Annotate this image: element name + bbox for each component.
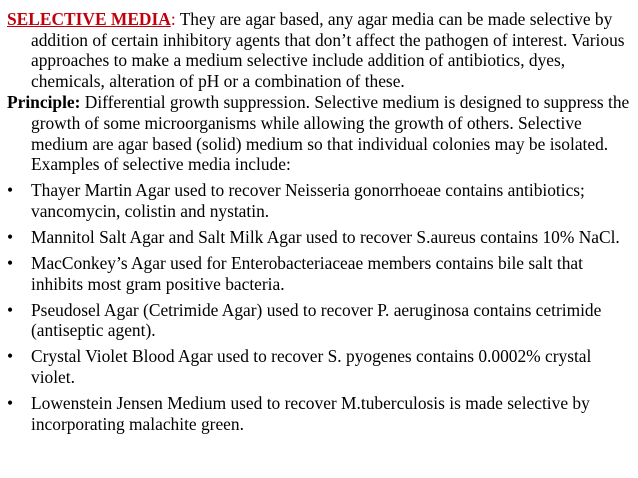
principle-text: Differential growth suppression. Selective medium is designed to suppress the growth of some microorganisms while allowing the growth of others. Selective medium are agar based (solid) medium so that individual colonies may be isolated. Examples of selective media include: <box>31 92 630 175</box>
list-item-text: Lowenstein Jensen Medium used to recover M.tuberculosis is made selective by incorporating malachite green. <box>31 393 590 434</box>
list-item <box>7 346 633 387</box>
principle-paragraph <box>7 92 633 174</box>
list-item <box>7 180 633 221</box>
list-item <box>7 300 633 341</box>
list-item-text: Pseudosel Agar (Cetrimide Agar) used to recover P. aeruginosa contains cetrimide (antiseptic agent). <box>31 299 602 341</box>
list-item <box>7 227 633 248</box>
bullet-icon: • <box>7 393 14 414</box>
selective-media-heading: SELECTIVE MEDIA <box>7 9 171 29</box>
intro-text: They are agar based, any agar media can be made selective by addition of certain inhibitory agents that don’t affect the pathogen of interest. Various approaches to make a medium selective include addition of antibiotics, dyes, chemicals, alteration of pH or a combination of these. <box>31 9 625 91</box>
slide-content <box>7 9 633 434</box>
list-item <box>7 253 633 294</box>
heading-colon: : <box>170 9 176 29</box>
bullet-icon: • <box>7 180 14 201</box>
bullet-icon: • <box>7 226 14 247</box>
list-item-text: Thayer Martin Agar used to recover Neisseria gonorrhoeae contains antibiotics; vancomycin, colistin and nystatin. <box>31 180 585 221</box>
list-item-text: MacConkey’s Agar used for Enterobacteriaceae members contains bile salt that inhibits most gram positive bacteria. <box>31 253 583 294</box>
bullet-icon: • <box>7 253 14 274</box>
list-item-text: Crystal Violet Blood Agar used to recover S. pyogenes contains 0.0002% crystal violet. <box>31 346 592 387</box>
list-item-text: Mannitol Salt Agar and Salt Milk Agar used to recover S.aureus contains 10% NaCl. <box>31 226 620 247</box>
bullet-icon: • <box>7 346 14 367</box>
principle-label: Principle: <box>7 92 81 113</box>
list-item <box>7 393 633 434</box>
examples-list <box>7 180 633 434</box>
bullet-icon: • <box>7 299 14 320</box>
intro-paragraph <box>7 9 633 91</box>
